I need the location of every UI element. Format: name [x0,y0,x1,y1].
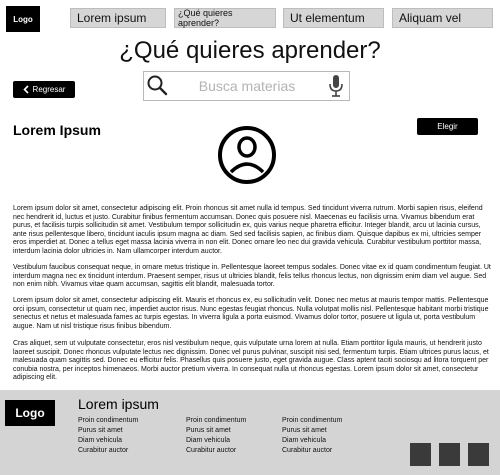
back-button-label: Regresar [32,85,66,94]
footer-column-1 [78,416,138,456]
footer-link[interactable]: Proin condimentum [78,417,139,424]
nav-item-que-quieres-aprender[interactable]: ¿Qué quieres aprender? [174,8,276,28]
section-title: Lorem Ipsum [13,122,101,138]
footer-link[interactable]: Proin condimentum [186,417,247,424]
nav-item-ut-elementum[interactable]: Ut elementum [283,8,384,28]
back-button[interactable] [13,81,75,98]
footer-link[interactable]: Curabitur auctor [186,447,237,454]
social-icon-3[interactable] [468,443,489,466]
footer-link[interactable]: Purus sit amet [282,427,327,434]
footer-link[interactable]: Diam vehicula [282,437,326,444]
social-icon-2[interactable] [439,443,460,466]
footer-link[interactable]: Purus sit amet [186,427,231,434]
footer-title: Lorem ipsum [78,396,159,412]
search-icon[interactable] [146,74,168,96]
footer-column-2 [186,416,246,456]
paragraph-3: Lorem ipsum dolor sit amet, consectetur adipiscing elit. Mauris et rhoncus ex, eu sollicitudin velit. Donec nec metus at mauris tempor mattis. Pellentesque orci ipsum, consectetur ut quam nec, imperdiet auctor risus. Nunc egestas feugiat rhoncus. Nulla volutpat mollis nisl. Pellentesque habitant morbi tristique senectus et netus et malesuada fames ac turpis egestas. In viverra ligula a porta euismod. Vivamus dolor tortor, posuere ut ligula ut, porta vestibulum augue. Nam ut nisl tristique risus finibus bibendum. [13,297,489,330]
choose-button[interactable]: Elegir [417,118,478,135]
footer-link[interactable]: Curabitur auctor [78,447,129,454]
footer-link[interactable]: Diam vehicula [78,437,122,444]
footer-column-3 [282,416,342,456]
chevron-left-icon [23,85,29,94]
microphone-icon[interactable] [327,74,345,98]
user-avatar-icon [217,123,277,187]
paragraph-1: Lorem ipsum dolor sit amet, consectetur adipiscing elit. Proin rhoncus sit amet nulla id tempus. Sed tincidunt viverra rutrum. Morbi sapien risus, eleifend nec hendrerit id, luctus et justo. Curabitur finibus fermentum accumsan. Donec quis posuere nisl. Maecenas eu facilisis urna. Vivamus bibendum erat purus, et facilisis turpis sollicitudin sit amet. Vestibulum tempor sollicitudin ex, quis varius neque pharetra efficitur. Integer blandit, arcu ut lacinia cursus, ante risus pellentesque libero, tincidunt iaculis ipsum magna ac diam. Sed sed facilisis sapien, ac finibus diam. Quisque dapibus ex mi, ultricies semper eros imperdiet at. Donec a tellus eget massa lacinia viverra in non elit. Donec ornare leo nec dui gravida vehicula. Curabitur vestibulum porttitor massa, interdum lacinia dolor ultricies in. Nam ullamcorper interdum auctor. [13,205,483,255]
search-input[interactable] [172,76,322,96]
search-bar[interactable] [143,71,350,101]
footer-link[interactable]: Proin condimentum [282,417,343,424]
paragraph-4: Cras aliquet, sem ut vulputate consectetur, eros nisl vestibulum neque, quis vulputate urna lorem at nulla. Etiam porttitor ligula mauris, ut hendrerit justo laoreet suscipit. Donec rhoncus vulputate lectus nec dignissim. Donec vel purus pulvinar, suscipit nisi sed, fermentum turpis. Etiam ultrices purus lacus, et malesuada quam sagittis sed. Donec eu efficitur felis. Phasellus quis posuere justo, eget gravida augue. Class aptent taciti sociosqu ad litora torquent per conubia nostra, per inceptos himenaeos. Morbi auctor pretium viverra. In consequat nulla ut rhoncus egestas. Lorem ipsum dolor sit amet, consectetur adipiscing elit. [13,340,489,382]
nav-item-lorem-ipsum[interactable]: Lorem ipsum [70,8,166,28]
social-icon-1[interactable] [410,443,431,466]
footer-link[interactable]: Diam vehicula [186,437,230,444]
page-title: ¿Qué quieres aprender? [119,37,381,64]
header-logo[interactable]: Logo [6,6,40,32]
footer-link[interactable]: Curabitur auctor [282,447,333,454]
footer-logo[interactable]: Logo [5,400,55,426]
paragraph-2: Vestibulum faucibus consequat neque, in ornare metus tristique in. Pellentesque laoreet tempus sodales. Donec vitae ex id quam condimentum feugiat. Ut interdum magna nec ex tincidunt interdum. Praesent semper, risus ut ultricies blandit, felis tellus rhoncus lectus, non dignissim enim diam vel augue. Sed non enim nibh. Vivamus vitae quam accumsan, sagittis elit blandit, malesuada tortor. [13,264,491,289]
nav-item-aliquam-vel[interactable]: Aliquam vel [392,8,493,28]
footer-link[interactable]: Purus sit amet [78,427,123,434]
